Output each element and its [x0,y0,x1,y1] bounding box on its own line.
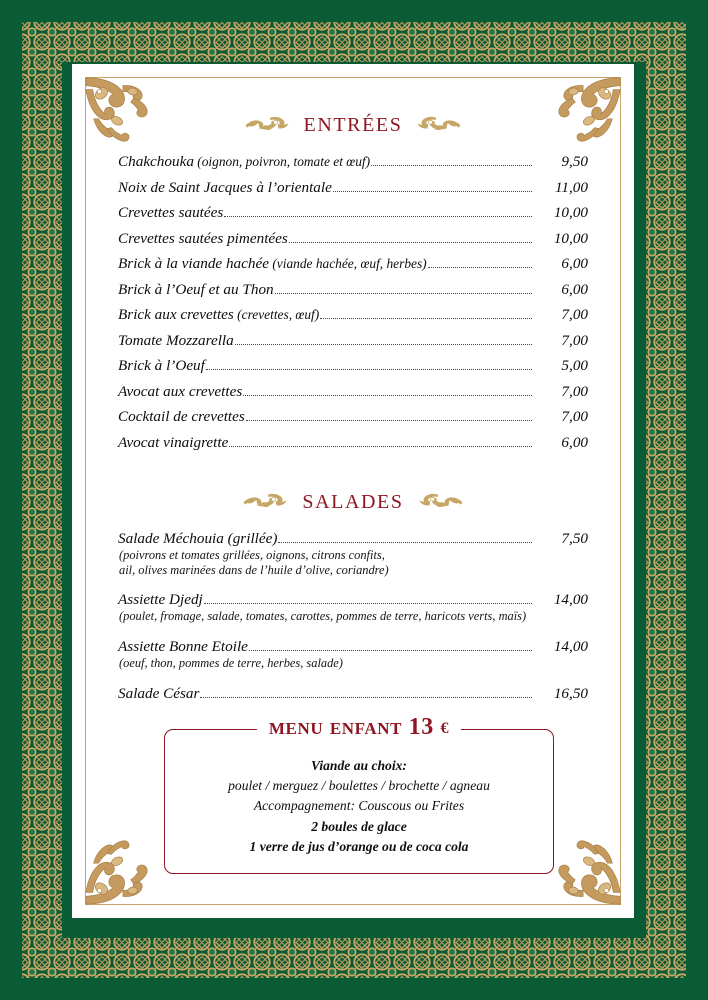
menu-item-description: (poivrons et tomates grillées, oignons, citrons confits, ail, olives marinées dans de l’huile d’olive, coriandre) [119,548,389,577]
menu-item-line [118,281,588,299]
dot-leader [428,267,532,268]
salades-item-list [118,530,588,703]
kids-menu-title [257,714,461,741]
kids-menu-line-2: Accompagnement: Couscous ou Frites [253,798,465,814]
menu-item-name: Salade César [118,684,200,702]
menu-content [118,108,588,874]
menu-item [118,357,588,375]
menu-item-name: Assiette Bonne Etoile [118,637,248,655]
menu-item-line [118,230,588,248]
menu-item-name: Salade Méchouia (grillée) [118,530,278,547]
kids-menu-line-4: 1 verre de jus d’orange ou de coca cola [249,839,469,855]
menu-item-price: 7,50 [561,530,588,547]
menu-item-line [118,357,588,375]
entrees-item-list [118,153,588,452]
section-title-entrees: entrées [303,106,403,138]
menu-item-line [118,530,588,548]
menu-item-line [118,306,588,324]
section-spacer [118,459,588,485]
menu-item [118,530,588,577]
menu-item-price: 14,00 [553,591,588,609]
menu-item [118,383,588,401]
dot-leader [289,242,532,243]
euro-symbol: € [440,719,450,737]
dot-leader [200,697,532,698]
menu-item-price: 10,00 [553,229,588,247]
menu-item-name: Chakchouka (oignon, poivron, tomate et œuf) [118,153,371,170]
menu-item-price: 9,50 [561,153,588,170]
dot-leader [275,293,532,294]
menu-item-line [118,383,588,401]
menu-item [118,204,588,222]
menu-item-line [118,685,588,703]
menu-item-line [118,179,588,197]
flourish-ornament-left [242,489,288,511]
flourish-ornament-right [418,489,464,511]
menu-item [118,255,588,273]
menu-item-name: Avocat aux crevettes [118,382,243,400]
menu-item-name: Brick à la viande hachée (viande hachée, œuf, herbes) [118,255,427,272]
menu-item-price: 7,00 [561,306,588,323]
kids-menu-line-1: poulet / merguez / boulettes / brochette / agneau [228,777,490,793]
menu-item-name: Cocktail de crevettes [118,408,245,425]
kids-menu-title-text: menu enfant 13 [268,713,434,740]
menu-item-line [118,153,588,171]
menu-item-name: Brick aux crevettes (crevettes, œuf) [118,306,320,323]
dot-leader [320,318,532,319]
menu-item-price: 7,00 [561,331,588,349]
menu-item-name: Crevettes sautées pimentées [118,229,288,247]
menu-item [118,306,588,324]
dot-leader [249,650,532,651]
menu-item [118,408,588,426]
menu-item-line [118,408,588,426]
menu-item-name: Brick à l’Oeuf [118,357,205,374]
menu-item-line [118,591,588,609]
menu-item [118,638,588,671]
menu-item-line [118,434,588,452]
menu-item-name: Crevettes sautées [118,204,224,221]
menu-item-price: 7,00 [561,382,588,400]
menu-item-name: Noix de Saint Jacques à l’orientale [118,178,332,196]
dot-leader [278,542,532,543]
section-title-salades: salades [302,483,404,515]
section-header-entrees [118,108,588,137]
menu-item-price: 6,00 [561,255,588,272]
menu-item-name: Assiette Djedj [118,591,203,609]
dot-leader [206,369,532,370]
menu-item-name: Brick à l’Oeuf et au Thon [118,280,274,298]
menu-item-price: 6,00 [561,280,588,298]
flourish-ornament-left [244,112,290,134]
menu-item-price: 6,00 [561,433,588,451]
menu-item-price: 11,00 [554,178,588,196]
menu-item-price: 14,00 [553,637,588,655]
menu-item-line [118,332,588,350]
menu-item-price: 5,00 [561,357,588,374]
menu-item-line [118,255,588,273]
flourish-ornament-right [416,112,462,134]
dot-leader [246,420,532,421]
dot-leader [243,395,532,396]
menu-item [118,153,588,171]
menu-item-description: (oeuf, thon, pommes de terre, herbes, salade) [119,655,343,670]
menu-item-inline-description: (viande hachée, œuf, herbes) [268,256,427,271]
menu-item [118,230,588,248]
kids-menu-line-3: 2 boules de glace [311,818,407,834]
menu-item [118,281,588,299]
dot-leader [235,344,532,345]
dot-leader [229,446,532,447]
menu-item-inline-description: (crevettes, œuf) [233,307,320,322]
menu-item-name: Tomate Mozzarella [118,331,234,349]
menu-item-line [118,204,588,222]
menu-item-price: 7,00 [561,408,588,425]
menu-item [118,591,588,624]
dot-leader [204,603,532,604]
kids-menu-line-0: Viande au choix: [311,757,407,773]
menu-item [118,332,588,350]
menu-item-description: (poulet, fromage, salade, tomates, carottes, pommes de terre, haricots verts, maïs) [119,609,527,624]
menu-item-line [118,638,588,656]
menu-item-inline-description: (oignon, poivron, tomate et œuf) [193,154,371,169]
menu-item [118,434,588,452]
dot-leader [333,191,532,192]
menu-item [118,179,588,197]
menu-item-price: 16,50 [553,684,588,702]
menu-card [72,64,634,918]
menu-item [118,685,588,703]
menu-item-price: 10,00 [553,204,588,221]
section-header-salades [118,485,588,514]
dot-leader [371,165,532,166]
menu-item-name: Avocat vinaigrette [118,433,229,451]
dot-leader [224,216,532,217]
kids-menu-box [164,713,554,875]
